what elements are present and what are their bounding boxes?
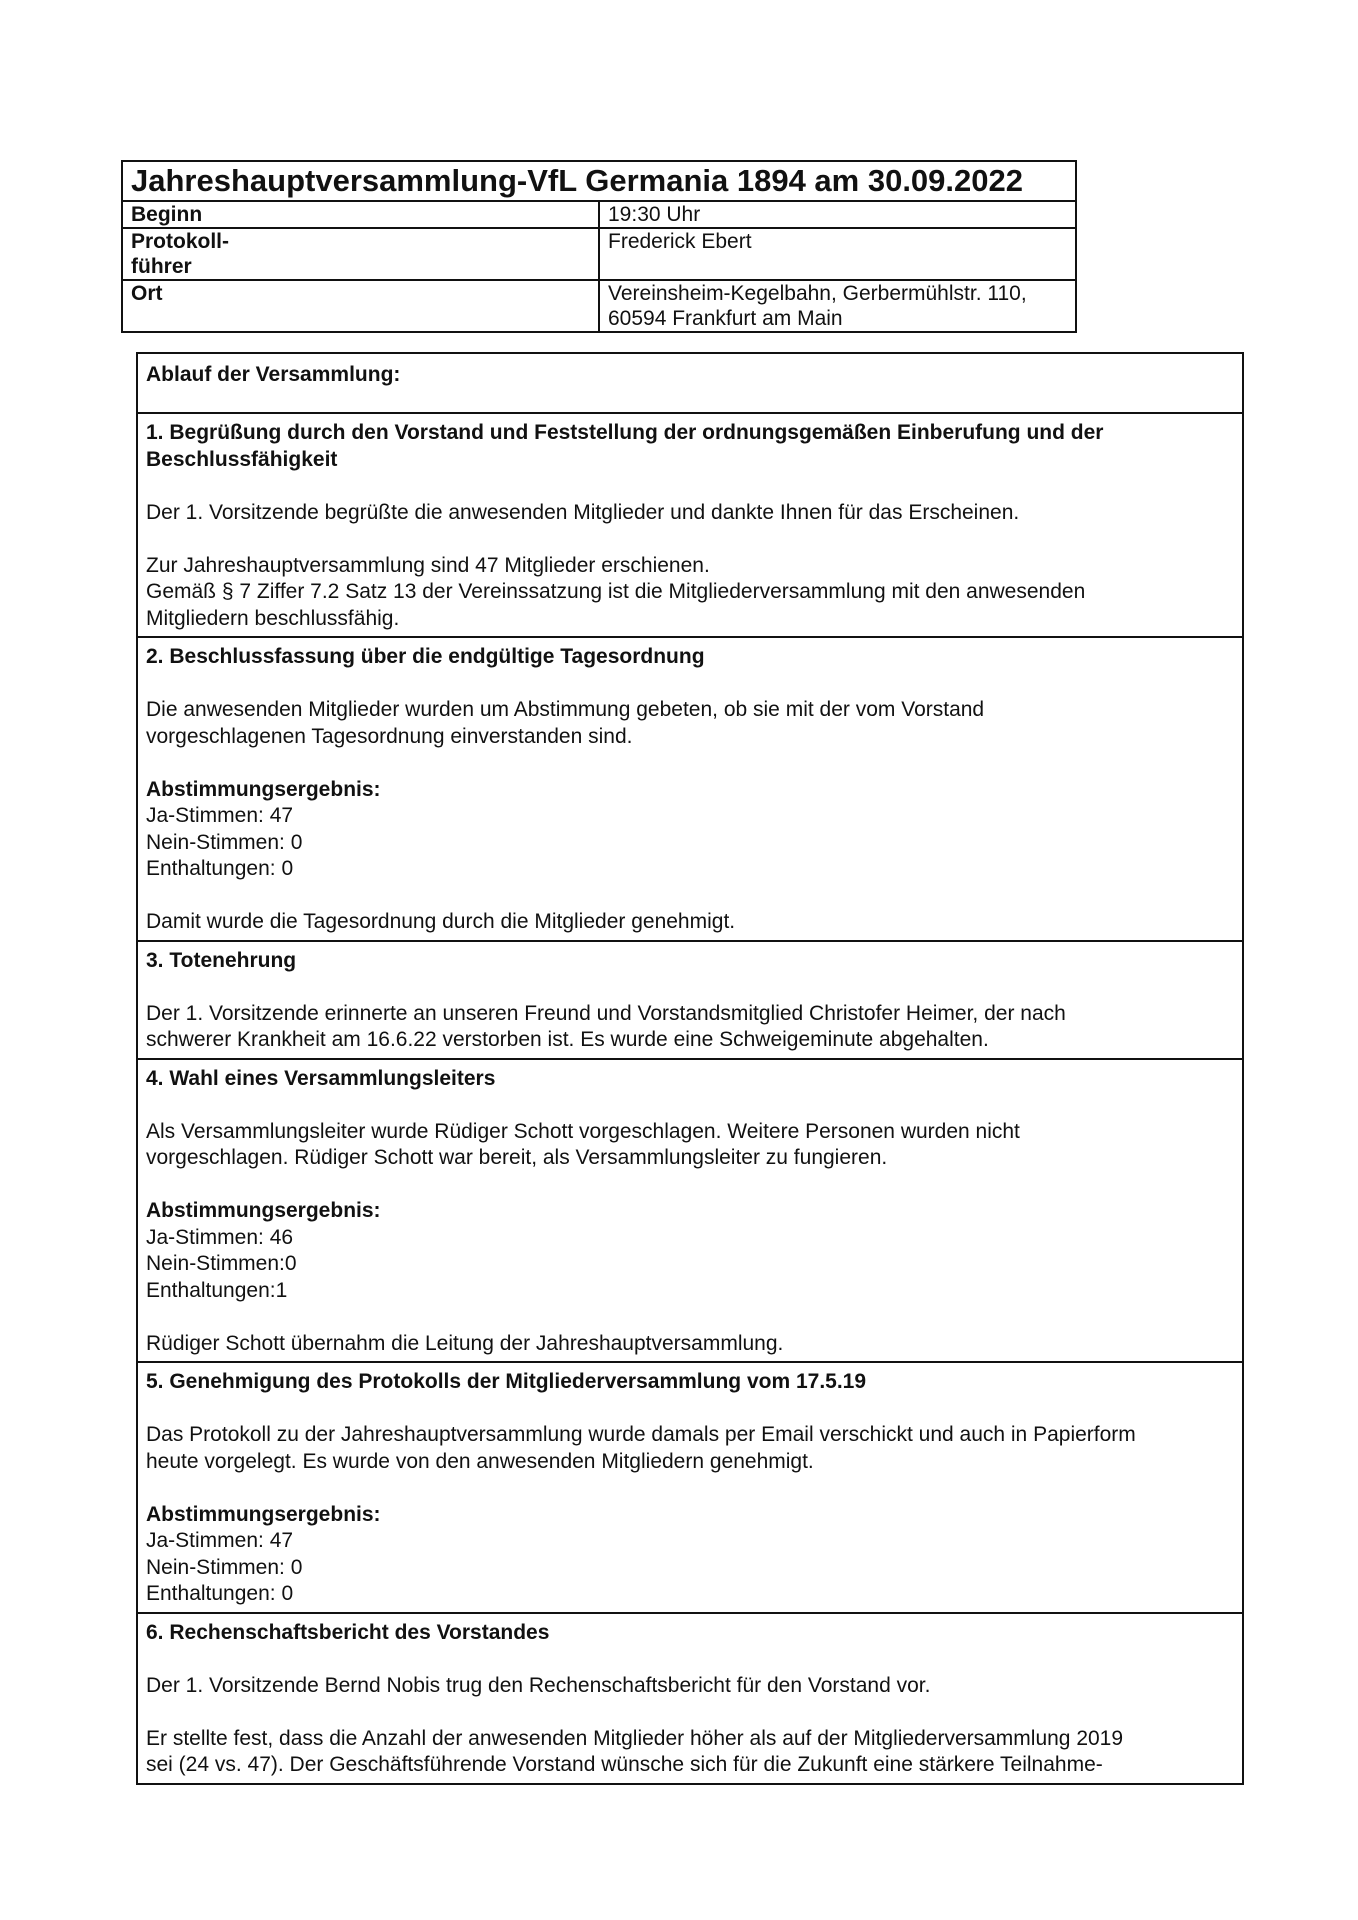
section-5-paragraph-1-line2: heute vorgelegt. Es wurde von den anwesenden Mitgliedern genehmigt.	[146, 1449, 814, 1473]
meeting-info-table	[121, 160, 1077, 333]
agenda-section-2-cell	[137, 637, 1243, 941]
section-5-vote-heading: Abstimmungsergebnis:	[146, 1502, 381, 1526]
section-2-paragraph-1	[146, 697, 1234, 750]
section-6-paragraph-2-line1: Er stellte fest, dass die Anzahl der anwesenden Mitglieder höher als auf der Mitgliederversammlung 2019	[146, 1726, 1124, 1750]
section-3-paragraph-1-line2: schwerer Krankheit am 16.6.22 verstorben ist. Es wurde eine Schweigeminute abgehalten.	[146, 1028, 989, 1051]
section-2-vote-abstain: Enthaltungen: 0	[146, 857, 294, 880]
section-4-paragraph-1-line1: Als Versammlungsleiter wurde Rüdiger Schott vorgeschlagen. Weitere Personen wurden nicht	[146, 1119, 1020, 1143]
section-1-title-line2: Beschlussfähigkeit	[146, 447, 338, 471]
section-2-title: 2. Beschlussfassung über die endgültige Tagesordnung	[146, 645, 705, 668]
agenda-section-3	[137, 941, 1243, 1059]
section-5-vote-abstain: Enthaltungen: 0	[146, 1582, 294, 1605]
section-6-title: 6. Rechenschaftsbericht des Vorstandes	[146, 1620, 550, 1644]
agenda-section-6	[137, 1613, 1243, 1784]
section-1-paragraph-1: Der 1. Vorsitzende begrüßte die anwesenden Mitglieder und dankte Ihnen für das Erscheinen.	[146, 500, 1020, 524]
agenda-section-2	[137, 637, 1243, 941]
section-6-paragraph-2	[146, 1726, 1234, 1779]
section-3-paragraph-1-line1: Der 1. Vorsitzende erinnerte an unseren Freund und Vorstandsmitglied Christofer Heimer, der nach	[146, 1001, 1066, 1025]
section-1-paragraph-2-line2: Gemäß § 7 Ziffer 7.2 Satz 13 der Vereinssatzung ist die Mitgliederversammlung mit den anwesenden	[146, 580, 1086, 603]
info-label-protokollfuehrer-line1: Protokoll-	[131, 230, 229, 253]
agenda-section-5-cell	[137, 1362, 1243, 1613]
section-2-paragraph-1-line1: Die anwesenden Mitglieder wurden um Abstimmung gebeten, ob sie mit der vom Vorstand	[146, 698, 985, 721]
section-4-paragraph-2: Rüdiger Schott übernahm die Leitung der Jahreshauptversammlung.	[146, 1331, 784, 1355]
info-row-ort	[122, 280, 1076, 332]
agenda-section-3-cell	[137, 941, 1243, 1059]
section-1-title-line1: 1. Begrüßung durch den Vorstand und Feststellung der ordnungsgemäßen Einberufung und der	[146, 421, 1104, 444]
section-5-paragraph-1-line1: Das Protokoll zu der Jahreshauptversammlung wurde damals per Email verschickt und auch in Papierform	[146, 1423, 1136, 1446]
agenda-heading: Ablauf der Versammlung:	[146, 363, 401, 386]
agenda-section-4-cell	[137, 1059, 1243, 1363]
info-label-beginn: Beginn	[122, 201, 599, 228]
section-5-vote-result	[146, 1502, 1234, 1608]
agenda-section-1	[137, 413, 1243, 637]
section-4-vote-abstain: Enthaltungen:1	[146, 1278, 288, 1302]
section-4-vote-no: Nein-Stimmen:0	[146, 1252, 297, 1275]
section-2-vote-yes: Ja-Stimmen: 47	[146, 804, 294, 827]
section-5-vote-yes: Ja-Stimmen: 47	[146, 1529, 294, 1552]
section-2-paragraph-2: Damit wurde die Tagesordnung durch die Mitglieder genehmigt.	[146, 910, 736, 933]
section-4-paragraph-1	[146, 1119, 1234, 1172]
agenda-heading-row	[137, 353, 1243, 413]
info-label-protokollfuehrer	[122, 228, 599, 280]
section-5-paragraph-1	[146, 1422, 1234, 1475]
section-1-paragraph-2	[146, 553, 1234, 633]
section-3-paragraph-1	[146, 1001, 1234, 1054]
section-3-title: 3. Totenehrung	[146, 948, 297, 972]
agenda-section-1-cell	[137, 413, 1243, 637]
agenda-table	[136, 352, 1244, 1785]
section-2-vote-no: Nein-Stimmen: 0	[146, 830, 303, 854]
section-4-paragraph-1-line2: vorgeschlagen. Rüdiger Schott war bereit, als Versammlungsleiter zu fungieren.	[146, 1146, 888, 1169]
section-2-vote-heading: Abstimmungsergebnis:	[146, 777, 381, 801]
section-1-paragraph-2-line1: Zur Jahreshauptversammlung sind 47 Mitglieder erschienen.	[146, 553, 710, 577]
section-6-paragraph-1: Der 1. Vorsitzende Bernd Nobis trug den Rechenschaftsbericht für den Vorstand vor.	[146, 1673, 931, 1697]
section-5-vote-no: Nein-Stimmen: 0	[146, 1555, 303, 1579]
info-value-protokollfuehrer: Frederick Ebert	[599, 228, 1076, 280]
info-value-beginn: 19:30 Uhr	[599, 201, 1076, 228]
section-2-vote-result	[146, 777, 1234, 883]
title-row	[122, 161, 1076, 201]
info-label-ort: Ort	[122, 280, 599, 332]
section-1-title	[146, 420, 1234, 473]
section-6-paragraph-2-line2: sei (24 vs. 47). Der Geschäftsführende Vorstand wünsche sich für die Zukunft eine stärkere Teilnahme-	[146, 1753, 1103, 1776]
section-1-paragraph-2-line3: Mitgliedern beschlussfähig.	[146, 606, 400, 630]
agenda-section-4	[137, 1059, 1243, 1363]
section-4-vote-yes: Ja-Stimmen: 46	[146, 1225, 294, 1249]
agenda-section-6-cell	[137, 1613, 1243, 1784]
section-4-title: 4. Wahl eines Versammlungsleiters	[146, 1066, 496, 1090]
section-4-vote-heading: Abstimmungsergebnis:	[146, 1199, 381, 1222]
section-4-vote-result	[146, 1198, 1234, 1304]
info-row-beginn	[122, 201, 1076, 228]
info-row-protokollfuehrer	[122, 228, 1076, 280]
agenda-heading-cell	[137, 353, 1243, 413]
info-label-protokollfuehrer-line2: führer	[131, 255, 192, 278]
section-5-title: 5. Genehmigung des Protokolls der Mitgliederversammlung vom 17.5.19	[146, 1370, 867, 1393]
agenda-section-5	[137, 1362, 1243, 1613]
info-value-ort: Vereinsheim-Kegelbahn, Gerbermühlstr. 110, 60594 Frankfurt am Main	[599, 280, 1076, 332]
document-title: Jahreshauptversammlung-VfL Germania 1894 am 30.09.2022	[122, 161, 1076, 201]
section-2-paragraph-1-line2: vorgeschlagenen Tagesordnung einverstanden sind.	[146, 724, 633, 748]
